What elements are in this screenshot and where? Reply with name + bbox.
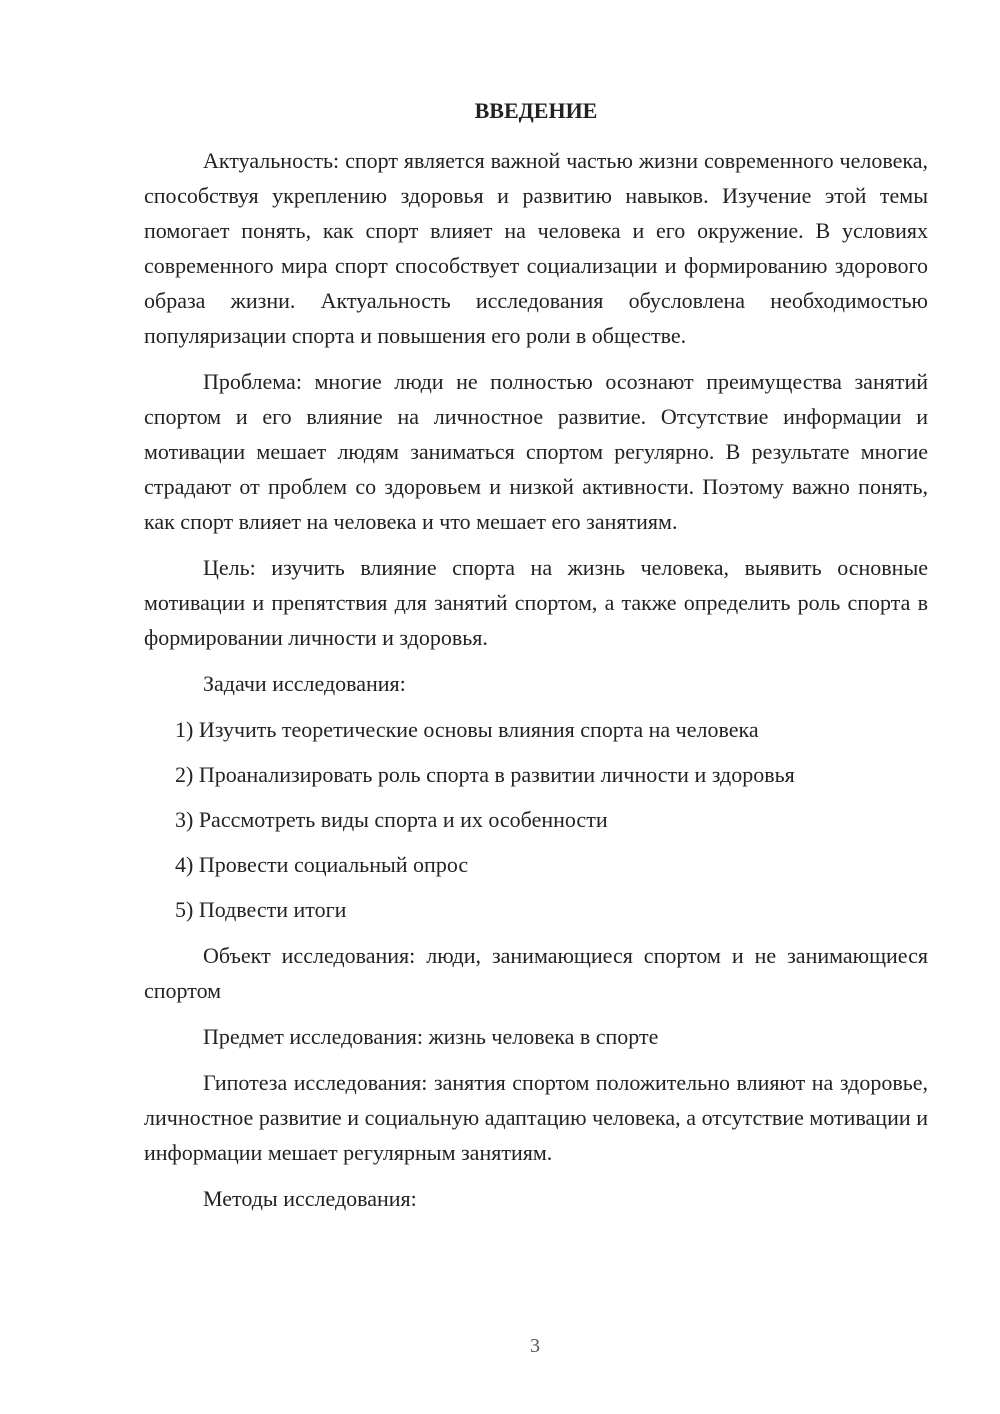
paragraph-object: Объект исследования: люди, занимающиеся спортом и не занимающиеся спортом [144, 943, 928, 1003]
paragraph-hypothesis: Гипотеза исследования: занятия спортом положительно влияют на здоровье, личностное развитие и социальную адаптацию человека, а отсутствие мотивации и информации мешает регулярным занятиям. [144, 1070, 928, 1165]
paragraph-goal: Цель: изучить влияние спорта на жизнь человека, выявить основные мотивации и препятствия для занятий спортом, а также определить роль спорта в формировании личности и здоровья. [144, 555, 928, 650]
tasks-list [144, 712, 928, 927]
page-title: ВВЕДЕНИЕ [474, 98, 598, 123]
page-number: 3 [530, 1335, 540, 1357]
methods-title: Методы исследования: [203, 1186, 417, 1211]
task-item-5: 5) Подвести итоги [175, 897, 347, 922]
task-item-3: 3) Рассмотреть виды спорта и их особенности [175, 807, 608, 832]
task-item-4: 4) Провести социальный опрос [175, 852, 469, 877]
task-item-1: 1) Изучить теоретические основы влияния спорта на человека [175, 717, 759, 742]
paragraph-subject: Предмет исследования: жизнь человека в спорте [203, 1024, 659, 1049]
tasks-title: Задачи исследования: [203, 671, 406, 696]
task-item-2: 2) Проанализировать роль спорта в развитии личности и здоровья [175, 762, 795, 787]
document-body [144, 143, 928, 1227]
paragraph-relevance: Актуальность: спорт является важной частью жизни современного человека, способствуя укреплению здоровья и развитию навыков. Изучение этой темы помогает понять, как спорт влияет на человека и его окружение. В условиях современного мира спорт способствует социализации и формированию здорового образа жизни. Актуальность исследования обусловлена необходимостью популяризации спорта и повышения его роли в обществе. [144, 148, 928, 348]
paragraph-problem: Проблема: многие люди не полностью осознают преимущества занятий спортом и его влияние на личностное развитие. Отсутствие информации и мотивации мешает людям заниматься спортом регулярно. В результате многие страдают от проблем со здоровьем и низкой активности. Поэтому важно понять, как спорт влияет на человека и что мешает его занятиям. [144, 369, 928, 534]
